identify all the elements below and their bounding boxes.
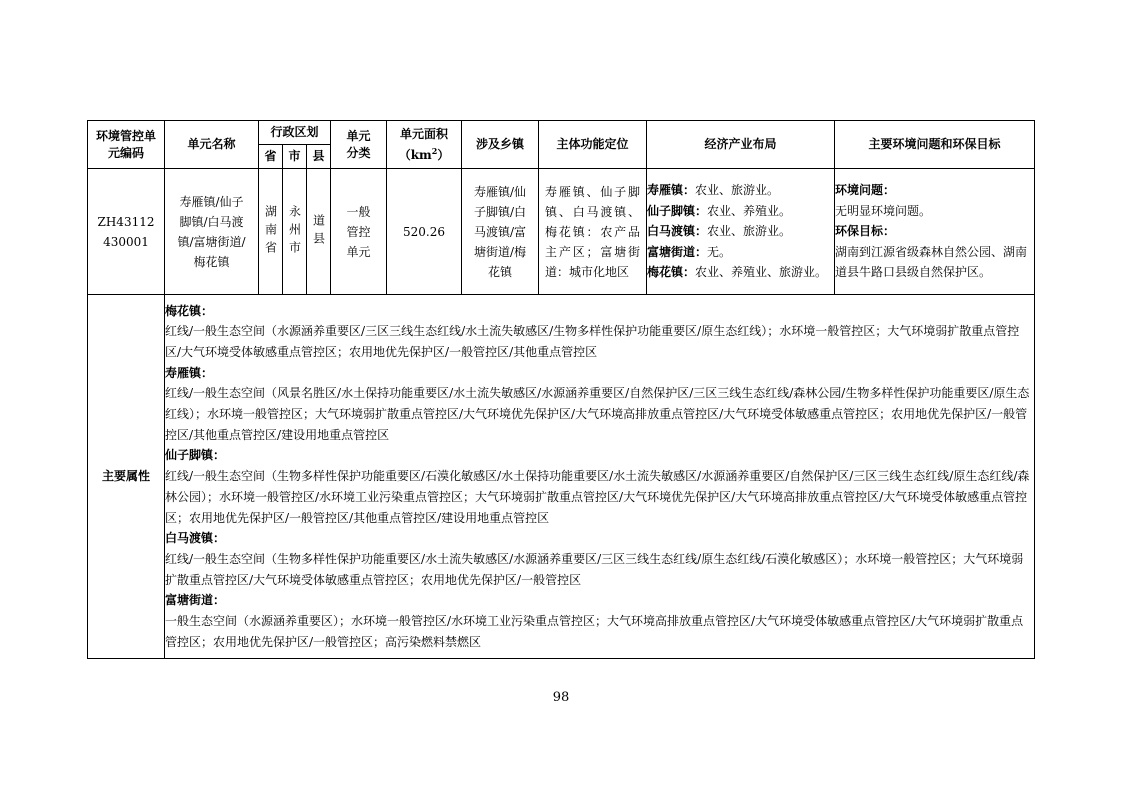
header-function: 主体功能定位: [539, 121, 647, 169]
cell-area: 520.26: [387, 169, 462, 295]
attribute-town: 梅花镇：: [165, 303, 214, 318]
industry-text: 农业、养殖业、旅游业。: [695, 265, 828, 280]
industry-item: [647, 221, 834, 242]
attribute-text: 红线/一般生态空间（生物多样性保护功能重要区/水土流失敏感区/水源涵养重要区/三区三线生态红线/原生态红线/石漠化敏感区）；水环境一般管控区；大气环境弱扩散重点管控区/大气环境受体敏感重点管控区；农用地优先保护区/一般管控区: [165, 551, 1024, 587]
attributes-label: 主要属性: [88, 295, 165, 659]
city-value: 永州市: [287, 204, 302, 259]
header-province: 省: [259, 145, 283, 169]
header-city: 市: [283, 145, 307, 169]
attribute-town: 寿雁镇：: [165, 365, 214, 380]
cell-category: 一般管控单元: [331, 169, 387, 295]
header-category: 单元分类: [331, 121, 387, 169]
attributes-cell: [165, 295, 1035, 659]
header-county: 县: [307, 145, 331, 169]
header-issues: 主要环境问题和环保目标: [835, 121, 1035, 169]
header-admin: 行政区划: [259, 121, 331, 145]
industry-town: 白马渡镇：: [647, 224, 708, 239]
industry-item: [647, 242, 834, 263]
industry-text: 农业、旅游业。: [707, 224, 792, 239]
attribute-town: 富塘街道：: [165, 593, 226, 608]
issues-text: 无明显环境问题。: [835, 203, 932, 218]
industry-item: [647, 262, 834, 283]
goal-label: 环保目标：: [835, 224, 896, 239]
cell-county: [307, 169, 331, 295]
industry-town: 仙子脚镇：: [647, 203, 708, 218]
header-code: 环境管控单元编码: [88, 121, 165, 169]
page-number: 98: [552, 690, 570, 705]
attribute-text: 红线/一般生态空间（水源涵养重要区/三区三线生态红线/水土流失敏感区/生物多样性保护功能重要区/原生态红线）；水环境一般管控区；大气环境弱扩散重点管控区/大气环境受体敏感重点管控区；农用地优先保护区/一般管控区/其他重点管控区: [165, 324, 1020, 359]
industry-town: 富塘街道：: [647, 244, 708, 259]
header-industry: 经济产业布局: [647, 121, 835, 169]
unit-code: ZH43112430001: [97, 214, 155, 249]
attribute-text: 一般生态空间（水源涵养重要区）；水环境一般管控区/水环境工业污染重点管控区；大气环境高排放重点管控区/大气环境受体敏感重点管控区/大气环境弱扩散重点管控区；农用地优先保护区/一般管控区；高污染燃料禁燃区: [165, 614, 1024, 649]
cell-code: [88, 169, 165, 295]
industry-item: [647, 201, 834, 222]
industry-text: 农业、旅游业。: [695, 183, 780, 198]
issues-label: 环境问题：: [835, 183, 896, 198]
cell-industry: [647, 169, 835, 295]
attribute-town: 仙子脚镇：: [165, 448, 226, 463]
province-value: 湖南省: [263, 204, 278, 259]
cell-function: 寿雁镇、仙子脚镇、白马渡镇、梅花镇：农产品主产区；富塘街道：城市化地区: [539, 169, 647, 295]
cell-towns: 寿雁镇/仙子脚镇/白马渡镇/富塘街道/梅花镇: [462, 169, 539, 295]
attribute-text: 红线/一般生态空间（生物多样性保护功能重要区/石漠化敏感区/水土保持功能重要区/水土流失敏感区/水源涵养重要区/自然保护区/三区三线生态红线/原生态红线/森林公园）；水环境一般管控区/水环境工业污染重点管控区；大气环境弱扩散重点管控区/大气环境优先保护区/大气环境高排放重点管控区/大气环境受体敏感重点管控区；农用地优先保护区/一般管控区/其他重点管控区/建设用地重点管控区: [165, 469, 1030, 525]
county-value: 道县: [311, 213, 326, 250]
industry-town: 寿雁镇：: [647, 183, 696, 198]
industry-text: 农业、养殖业。: [707, 203, 792, 218]
goal-text: 湖南到江源省级森林自然公园、湖南道县牛路口县级自然保护区。: [835, 244, 1028, 280]
header-towns: 涉及乡镇: [462, 121, 539, 169]
header-area: 单元面积$(km^2)$: [387, 121, 462, 169]
header-name: 单元名称: [165, 121, 259, 169]
zoning-table: [87, 120, 1035, 659]
cell-name: 寿雁镇/仙子脚镇/白马渡镇/富塘街道/梅花镇: [165, 169, 259, 295]
attribute-town: 白马渡镇：: [165, 531, 226, 546]
cell-city: [283, 169, 307, 295]
industry-item: [647, 180, 834, 201]
cell-issues: [835, 169, 1035, 295]
attribute-text: 红线/一般生态空间（风景名胜区/水土保持功能重要区/水土流失敏感区/水源涵养重要区/自然保护区/三区三线生态红线/森林公园/生物多样性保护功能重要区/原生态红线）；水环境一般管控区；大气环境弱扩散重点管控区/大气环境优先保护区/大气环境高排放重点管控区/大气环境受体敏感重点管控区；农用地优先保护区/一般管控区/其他重点管控区/建设用地重点管控区: [165, 386, 1030, 442]
cell-province: [259, 169, 283, 295]
industry-town: 梅花镇：: [647, 265, 696, 280]
industry-text: 无。: [707, 244, 732, 259]
